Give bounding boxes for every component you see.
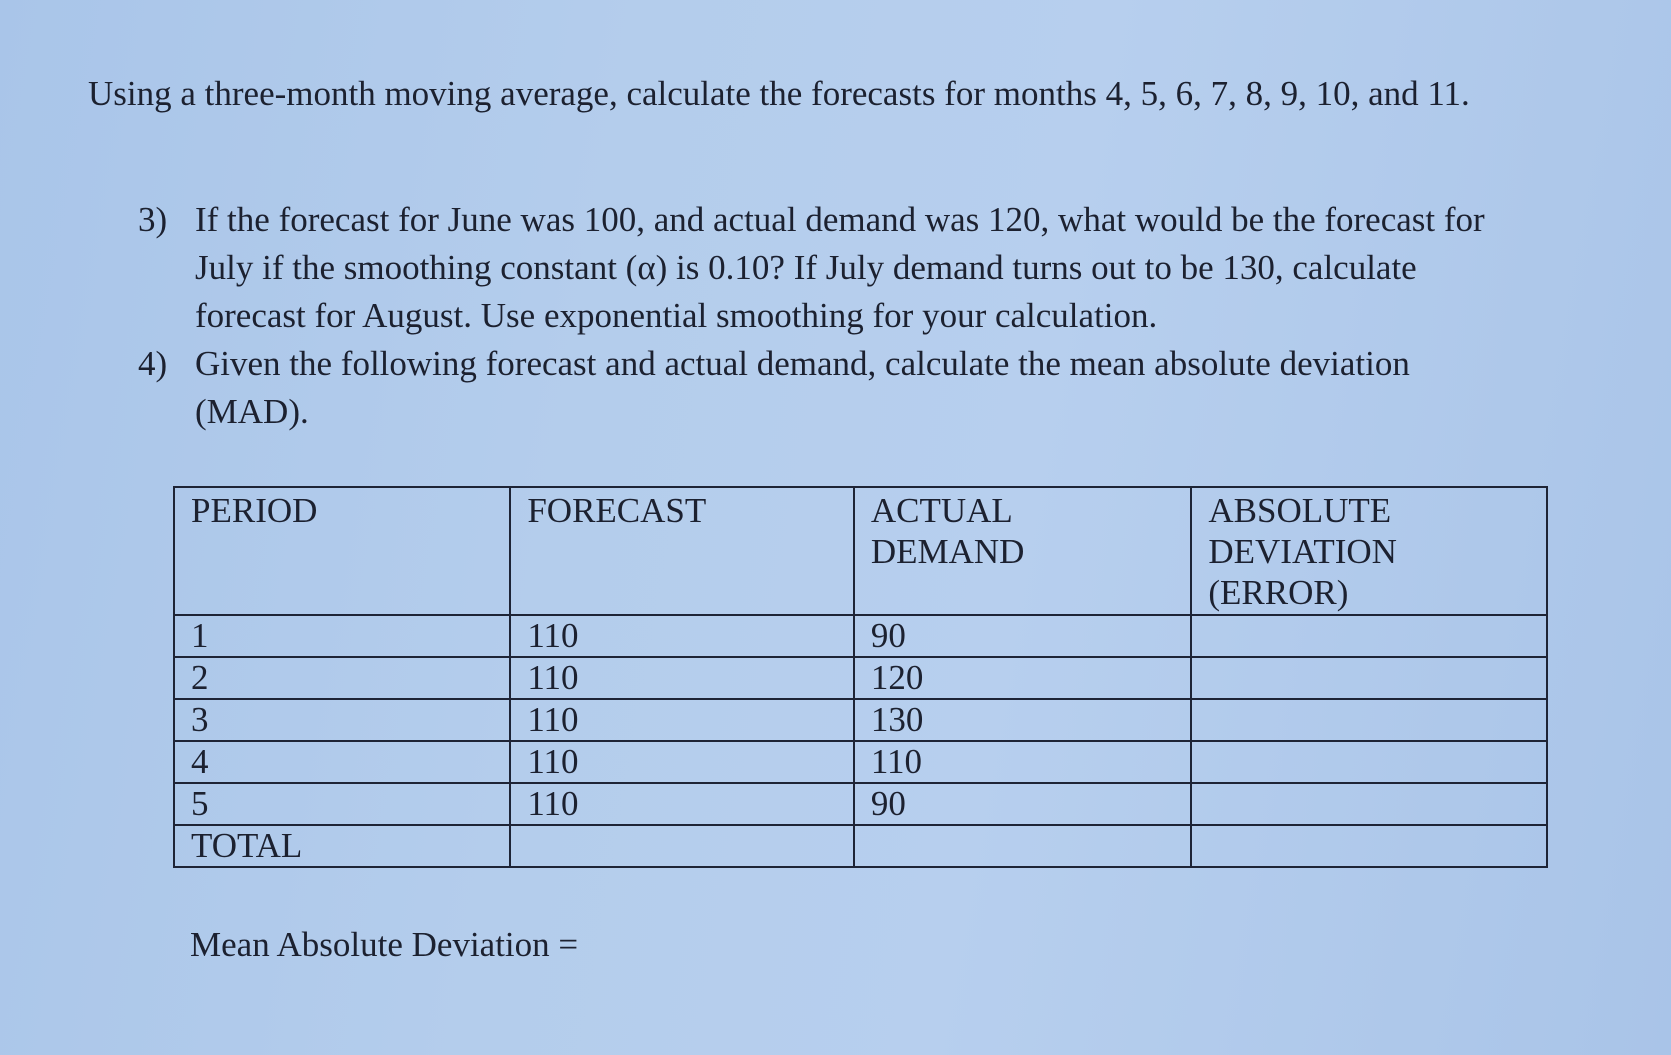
question-3 [138,196,1518,340]
question-number: 4) [138,344,168,383]
cell-period: 4 [174,741,510,783]
cell-actual: 90 [854,615,1192,657]
cell-period: 5 [174,783,510,825]
table-row [174,699,1547,741]
mad-table [173,486,1548,868]
header-period: PERIOD [174,487,510,615]
header-absolute-deviation [1191,487,1547,615]
question-4 [138,340,1518,436]
cell-period: 3 [174,699,510,741]
table-total-row [174,825,1547,867]
intro-text: Using a three-month moving average, calculate the forecasts for months 4, 5, 6, 7, 8, 9, 10, and 11. [88,74,1470,113]
cell-actual: 120 [854,657,1192,699]
header-actual-demand-label: ACTUAL DEMAND [870,491,1025,571]
cell-actual: 90 [854,783,1192,825]
question-text: Given the following forecast and actual demand, calculate the mean absolute deviation (MAD). [195,344,1410,431]
table-row [174,657,1547,699]
question-number: 3) [138,200,168,239]
question-list [138,196,1518,436]
mad-answer-line: Mean Absolute Deviation = [190,925,579,964]
table-header-row [174,487,1547,615]
total-forecast [510,825,854,867]
cell-forecast: 110 [510,699,854,741]
total-deviation [1191,825,1547,867]
cell-forecast: 110 [510,783,854,825]
cell-actual: 130 [854,699,1192,741]
cell-forecast: 110 [510,657,854,699]
cell-forecast: 110 [510,741,854,783]
cell-deviation [1191,657,1547,699]
table-row [174,741,1547,783]
cell-forecast: 110 [510,615,854,657]
table-row [174,783,1547,825]
cell-deviation [1191,783,1547,825]
cell-deviation [1191,699,1547,741]
cell-deviation [1191,741,1547,783]
cell-period: 2 [174,657,510,699]
table-row [174,615,1547,657]
cell-deviation [1191,615,1547,657]
header-absolute-deviation-label: ABSOLUTE DEVIATION (ERROR) [1208,491,1397,612]
question-text: If the forecast for June was 100, and actual demand was 120, what would be the forecast for July if the smoothing constant (α) is 0.10? If July demand turns out to be 130, calculate forecast for August. Use exponential smoothing for your calculation. [195,200,1485,335]
cell-actual: 110 [854,741,1192,783]
header-actual-demand [854,487,1192,615]
header-forecast: FORECAST [510,487,854,615]
total-actual [854,825,1192,867]
total-label: TOTAL [174,825,510,867]
cell-period: 1 [174,615,510,657]
